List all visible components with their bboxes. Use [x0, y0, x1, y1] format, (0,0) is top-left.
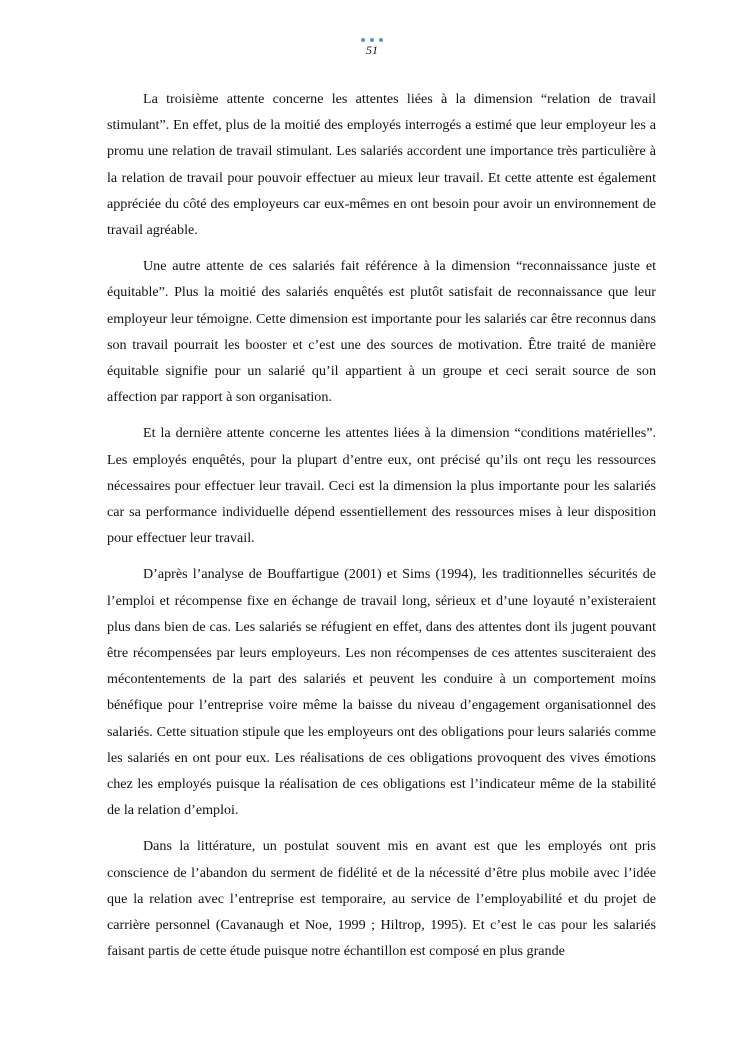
document-body: [107, 86, 656, 975]
paragraph-litterature: Dans la littérature, un postulat souvent mis en avant est que les employés ont pris conscience de l’abandon du serment de fidélité et de la nécessité d’être plus mobile avec l’idée que la relation avec l’entreprise est temporaire, au service de l’employabilité et du projet de carrière personnel (Cavanaugh et Noe, 1999 ; Hiltrop, 1995). Et c’est le cas pour les salariés faisant partis de cette étude puisque notre échantillon est composé en plus grande: [107, 838, 656, 960]
ornament-dot-icon: [370, 38, 374, 42]
page-header: [0, 38, 744, 57]
paragraph-reconnaissance: Une autre attente de ces salariés fait référence à la dimension “reconnaissance juste et équitable”. Plus la moitié des salariés enquêtés est plutôt satisfait de reconnaissance que leur employeur leur témoigne. Cette dimension est importante pour les salariés car être reconnus dans son travail pourrait les booster et c’est une des sources de motivation. Être traité de manière équitable signifie pour un salarié qu’il appartient à un groupe et ceci serait source de son affection par rapport à son organisation.: [107, 258, 656, 406]
paragraph-conditions-materielles: Et la dernière attente concerne les attentes liées à la dimension “conditions matérielles”. Les employés enquêtés, pour la plupart d’entre eux, ont précisé qu’ils ont reçu les ressources nécessaires pour effectuer leur travail. Ceci est la dimension la plus importante pour les salariés car sa performance individuelle dépend essentiellement des ressources mises à leur disposition pour effectuer leur travail.: [107, 425, 656, 547]
ornament-dot-icon: [379, 38, 383, 42]
paragraph-relation-travail: La troisième attente concerne les attentes liées à la dimension “relation de travail stimulant”. En effet, plus de la moitié des employés interrogés a estimé que leur employeur les a promu une relation de travail stimulant. Les salariés accordent une importance très particulière à la relation de travail pour pouvoir effectuer au mieux leur travail. Et cette attente est également appréciée du côté des employeurs car eux-mêmes en ont besoin pour avoir un environnement de travail agréable.: [107, 91, 656, 239]
page-number: 51: [366, 43, 378, 57]
paragraph-analyse-bouffartigue: D’après l’analyse de Bouffartigue (2001) et Sims (1994), les traditionnelles sécurités de l’emploi et récompense fixe en échange de travail long, sérieux et d’une loyauté n’existeraient plus dans bien de cas. Les salariés se réfugient en effet, dans des attentes dont ils jugent pouvant être récompensées par leurs employeurs. Les non récompenses de ces attentes susciteraient des mécontentements de la part des salariés et peuvent les conduire à un comportement moins bénéfique pour l’entreprise voire même la baisse du niveau d’engagement organisationnel des salariés. Cette situation stipule que les employeurs ont des obligations pour leurs salariés comme les salariés en ont pour eux. Les réalisations de ces obligations provoquent des vives émotions chez les employés puisque la réalisation de ces obligations est l’indicateur même de la stabilité de la relation d’emploi.: [107, 566, 656, 819]
ornament-dot-icon: [361, 38, 365, 42]
